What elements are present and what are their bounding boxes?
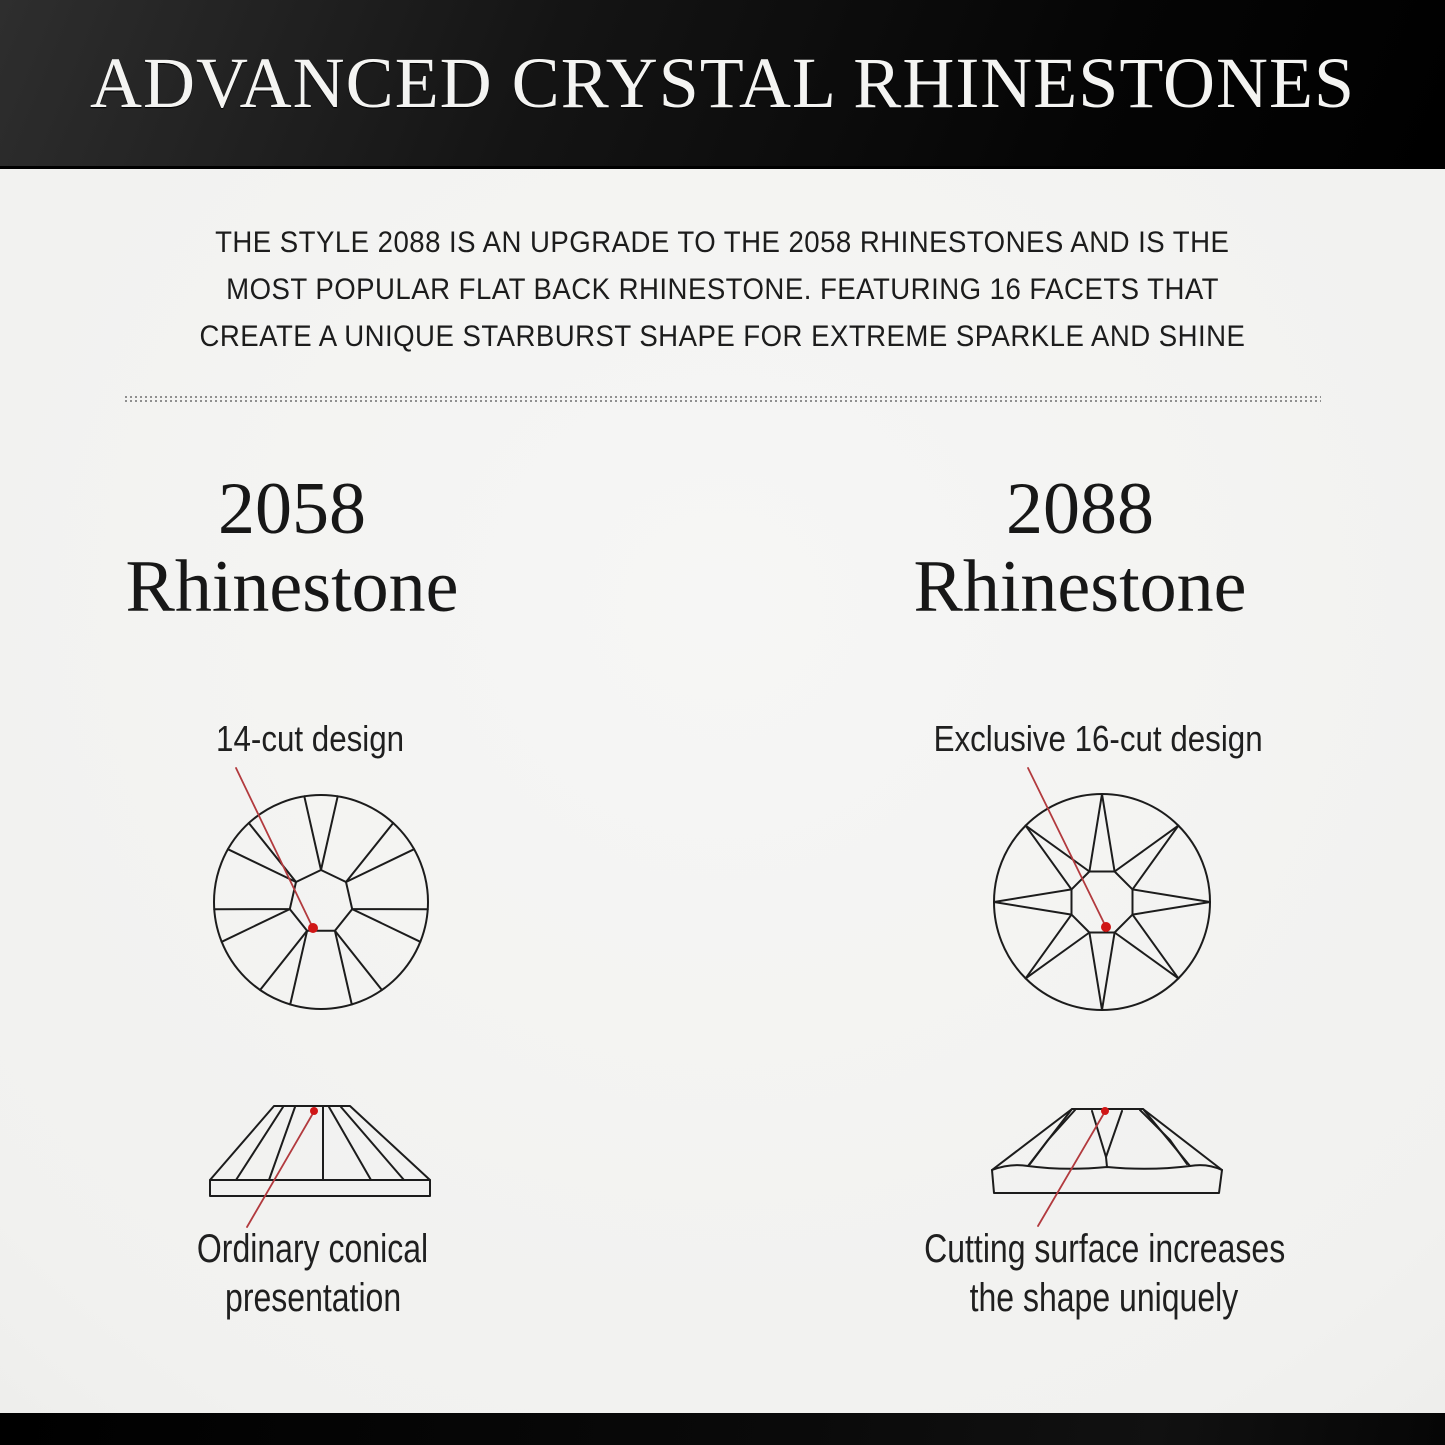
heading-2058-word: Rhinestone [125, 546, 459, 628]
label-14-cut-design: 14-cut design [215, 718, 405, 759]
rhinestone-2058-top-view-diagram [211, 792, 431, 1012]
rhinestone-2058-side-view-diagram [200, 1095, 440, 1205]
label-ordinary-conical-presentation: Ordinary conical presentation [197, 1227, 429, 1320]
intro-line-2: MOST POPULAR FLAT BACK RHINESTONE. FEATURING 16 FACETS THAT [226, 273, 1219, 306]
banner [0, 0, 1445, 169]
footer-band [0, 1413, 1445, 1445]
label-cutting-surface-increases: Cutting surface increases the shape uniquely [924, 1227, 1286, 1320]
heading-2088 [860, 470, 1300, 626]
intro-line-1: THE STYLE 2088 IS AN UPGRADE TO THE 2058 RHINESTONES AND IS THE [215, 226, 1230, 259]
heading-2088-word: Rhinestone [913, 546, 1247, 628]
label-exclusive-16-cut-design: Exclusive 16-cut design [933, 718, 1263, 759]
page-title: ADVANCED CRYSTAL RHINESTONES [89, 42, 1356, 123]
rhinestone-2088-side-view-diagram [985, 1102, 1230, 1202]
heading-2058-number: 2058 [218, 468, 366, 550]
intro-line-3: CREATE A UNIQUE STARBURST SHAPE FOR EXTREME SPARKLE AND SHINE [199, 320, 1246, 353]
dotted-divider [125, 396, 1321, 402]
heading-2058 [72, 470, 512, 626]
heading-2088-number: 2088 [1006, 468, 1154, 550]
intro-paragraph [0, 222, 1445, 363]
rhinestone-2088-top-view-diagram [991, 791, 1213, 1013]
